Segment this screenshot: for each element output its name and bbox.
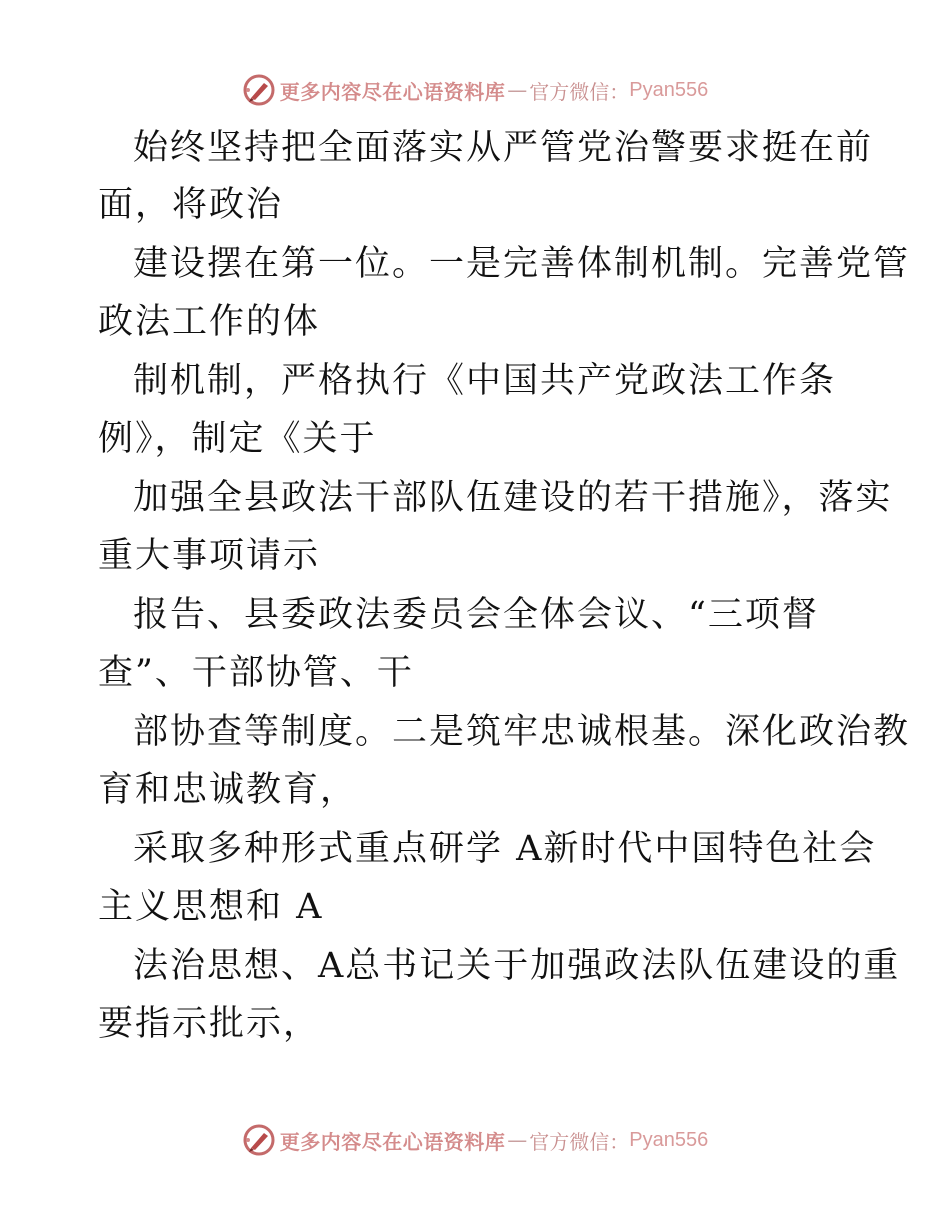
watermark-wechat-label: 官方微信： <box>529 1129 630 1154</box>
body-line: 主义思想和 A <box>98 887 324 927</box>
pen-logo-icon <box>242 1123 276 1157</box>
body-line: 报告、县委政法委员会全体会议、“三项督 <box>133 595 819 635</box>
body-line: 例》，制定《关于 <box>98 419 377 459</box>
watermark-separator: — <box>507 1128 528 1152</box>
body-line: 重大事项请示 <box>98 536 321 576</box>
body-line: 制机制，严格执行《中国共产党政法工作条 <box>133 361 837 401</box>
watermark-site-text: 更多内容尽在心语资料库 <box>279 1129 506 1154</box>
body-line: 要指示批示， <box>98 1004 321 1044</box>
watermark-separator: — <box>507 78 528 102</box>
pen-logo-icon <box>242 73 276 107</box>
body-line: 采取多种形式重点研学 A新时代中国特色社会 <box>133 829 877 869</box>
body-line: 查”、干部协管、干 <box>98 653 414 693</box>
watermark-wechat-id: Pyan556 <box>629 1128 709 1151</box>
body-line: 部协查等制度。二是筑牢忠诚根基。深化政治教 <box>133 712 911 752</box>
watermark-site-text: 更多内容尽在心语资料库 <box>279 79 506 104</box>
header-watermark <box>0 70 950 110</box>
body-line: 政法工作的体 <box>98 302 321 342</box>
body-line: 加强全县政法干部队伍建设的若干措施》，落实 <box>133 478 893 518</box>
body-line: 法治思想、A总书记关于加强政法队伍建设的重 <box>133 946 901 986</box>
watermark-wechat-id: Pyan556 <box>629 78 709 101</box>
body-line: 面，将政治 <box>98 185 284 225</box>
body-line: 育和忠诚教育， <box>98 770 358 810</box>
body-line: 建设摆在第一位。一是完善体制机制。完善党管 <box>133 244 911 284</box>
footer-watermark <box>0 1120 950 1160</box>
watermark-wechat-label: 官方微信： <box>529 79 630 104</box>
body-line: 始终坚持把全面落实从严管党治警要求挺在前 <box>133 128 874 168</box>
